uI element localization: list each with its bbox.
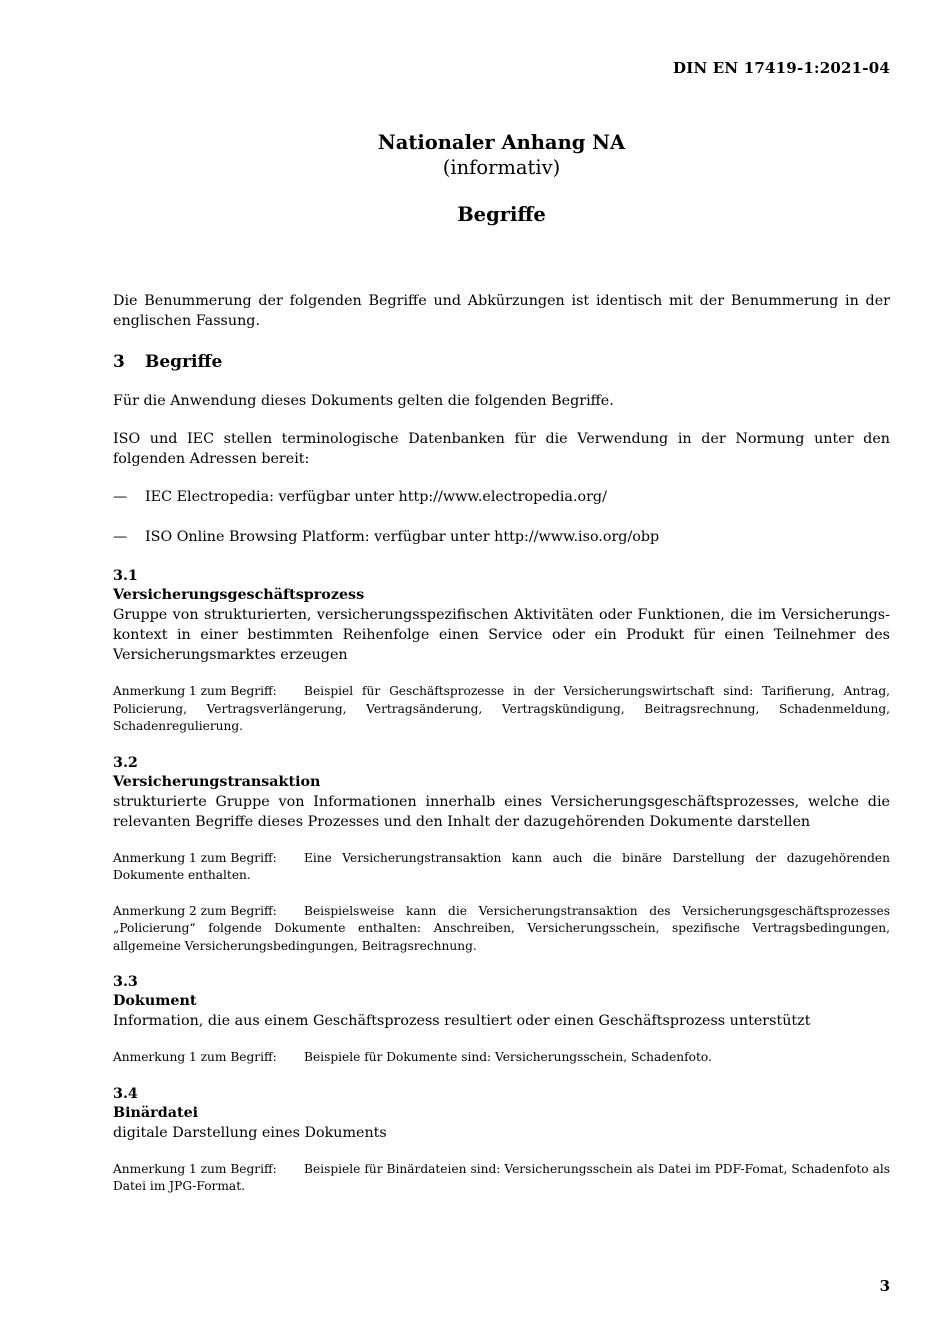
- section-paragraph-2: ISO und IEC stellen terminologische Datenbanken für die Verwendung in der Normung unter den folgenden Adressen bereit:: [113, 431, 890, 467]
- note-label: Anmerkung 1 zum Begriff:: [113, 1050, 277, 1064]
- list-dash: —: [113, 489, 128, 505]
- term-note: [113, 1049, 890, 1067]
- annex-heading: [113, 130, 890, 228]
- note-text: Beispielsweise kann die Versicherungstransaktion des Versicherungsgeschäftsprozesses „Policierung“ folgende Dokumente enthalten: Anschreiben, Versicherungsschein, spezifische Vertragsbedingungen, allgemeine Versicherungsbedingungen, Beitragsrechnung.: [113, 903, 890, 953]
- note-label: Anmerkung 1 zum Begriff:: [113, 684, 277, 698]
- intro-paragraph: Die Benummerung der folgenden Begriffe und Abkürzungen ist identisch mit der Benummerung in der englischen Fassung.: [113, 293, 890, 329]
- note-text: Beispiel für Geschäftsprozesse in der Versicherungswirtschaft sind: Tarifierung, Antrag, Policierung, Vertragsverlängerung, Vertragsänderung, Vertragskündigung, Beitragsrechnung, Schadenmeldung, Schadenregulierung.: [113, 684, 890, 733]
- list-item: [113, 487, 890, 507]
- section-number: 3: [113, 352, 125, 372]
- annex-topic: Begriffe: [457, 203, 546, 226]
- term-note: [113, 903, 890, 956]
- section-heading: [113, 350, 890, 374]
- document-page: [113, 0, 890, 1343]
- note-text: Beispiele für Dokumente sind: Versicherungsschein, Schadenfoto.: [304, 1050, 712, 1064]
- term-definition: Gruppe von strukturierten, versicherungsspezifischen Aktivitäten oder Funktionen, die im Versicherungskontext in einer bestimmten Reihenfolge einen Service oder ein Produkt für einen Teilnehmer des Versicherungsmarktes erzeugen: [113, 607, 890, 663]
- term-definition: strukturierte Gruppe von Informationen innerhalb eines Versicherungsgeschäftsprozesses, welche die relevanten Begriffe dieses Prozesses und den Inhalt der dazugehörenden Dokumente darstellen: [113, 793, 890, 830]
- term-note: [113, 1161, 890, 1196]
- section-paragraph-1: Für die Anwendung dieses Dokuments gelten die folgenden Begriffe.: [113, 393, 614, 409]
- term-number: 3.2: [113, 754, 138, 771]
- list-item-text: ISO Online Browsing Platform: verfügbar unter http://www.iso.org/obp: [145, 529, 660, 545]
- note-text: Beispiele für Binärdateien sind: Versicherungsschein als Datei im PDF-Fomat, Schadenfoto als Datei im JPG-Format.: [113, 1161, 890, 1193]
- note-label: Anmerkung 1 zum Begriff:: [113, 1161, 277, 1176]
- list-item-text: IEC Electropedia: verfügbar unter http://www.electropedia.org/: [145, 489, 607, 505]
- section-title: Begriffe: [145, 352, 223, 372]
- note-label: Anmerkung 2 zum Begriff:: [113, 903, 277, 918]
- term-number: 3.4: [113, 1085, 138, 1102]
- term-number: 3.1: [113, 568, 138, 584]
- term-number: 3.3: [113, 974, 138, 990]
- term-entry: [113, 1085, 890, 1196]
- note-label: Anmerkung 1 zum Begriff:: [113, 850, 277, 865]
- term-definition: Information, die aus einem Geschäftsprozess resultiert oder einen Geschäftsprozess unterstützt: [113, 1013, 811, 1029]
- term-name: Dokument: [113, 993, 197, 1009]
- term-name: Versicherungstransaktion: [113, 773, 321, 790]
- term-note: [113, 683, 890, 736]
- list-dash: —: [113, 529, 128, 545]
- term-entry: [113, 567, 890, 736]
- term-name: Binärdatei: [113, 1104, 199, 1121]
- annex-title: Nationaler Anhang NA: [377, 131, 626, 154]
- term-entry: [113, 973, 890, 1067]
- term-entry: [113, 754, 890, 956]
- document-id: DIN EN 17419-1:2021-04: [673, 59, 890, 77]
- annex-subtitle: (informativ): [442, 156, 561, 179]
- document-content: [113, 291, 890, 1196]
- note-text: Eine Versicherungstransaktion kann auch die binäre Darstellung der dazugehörenden Dokumente enthalten.: [113, 850, 890, 882]
- term-note: [113, 850, 890, 885]
- list-item: [113, 527, 890, 547]
- term-name: Versicherungsgeschäftsprozess: [113, 587, 365, 603]
- term-definition: digitale Darstellung eines Dokuments: [113, 1124, 387, 1141]
- page-number: 3: [879, 1277, 890, 1295]
